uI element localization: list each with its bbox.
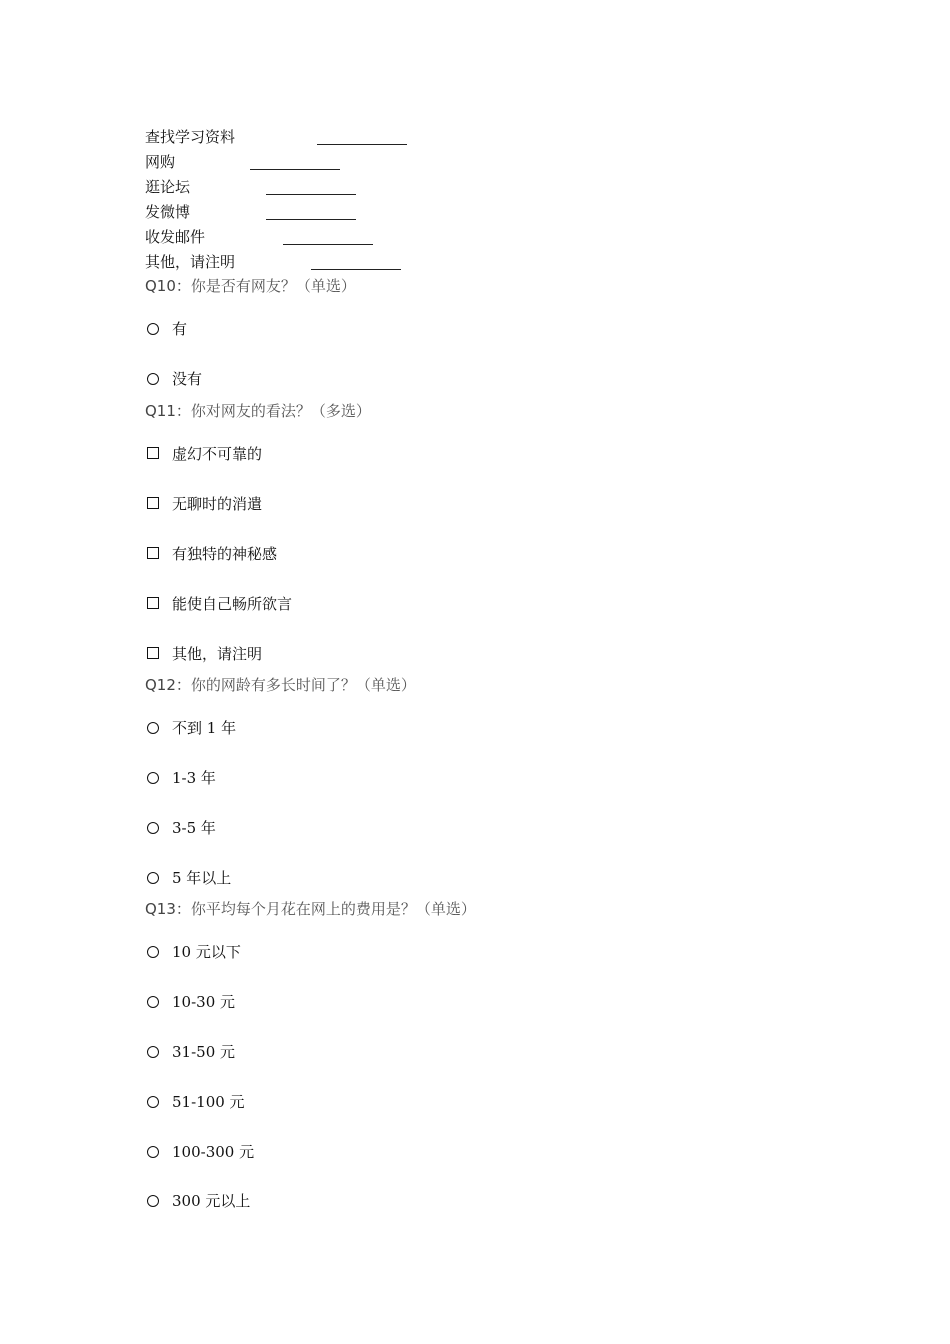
checkbox-icon[interactable] [147, 547, 159, 559]
option-label: 其他，请注明 [172, 645, 263, 663]
ranking-blank-line[interactable] [317, 144, 407, 145]
option-label: 300 元以上 [172, 1192, 251, 1210]
ranking-item [145, 125, 235, 149]
option-label: 51-100 元 [172, 1093, 245, 1111]
question-title-q12 [145, 673, 416, 697]
ranking-item [145, 250, 235, 274]
option-label: 有独特的神秘感 [172, 545, 278, 563]
question-text: 你是否有网友？（单选） [190, 277, 356, 295]
ranking-blank-line[interactable] [266, 194, 356, 195]
question-number: Q13： [145, 900, 191, 918]
radio-button-icon[interactable] [147, 722, 159, 734]
question-text: 你对网友的看法？（多选） [190, 402, 371, 420]
question-text: 你的网龄有多长时间了？（单选） [190, 676, 416, 694]
option-label: 1-3 年 [172, 769, 216, 787]
option-label: 100-300 元 [172, 1143, 255, 1161]
question-title-q10 [145, 274, 356, 298]
radio-button-icon[interactable] [147, 822, 159, 834]
ranking-blank-line[interactable] [283, 244, 373, 245]
radio-button-icon[interactable] [147, 996, 159, 1008]
ranking-item-label: 网购 [145, 153, 176, 171]
checkbox-icon[interactable] [147, 497, 159, 509]
radio-button-icon[interactable] [147, 1146, 159, 1158]
radio-button-icon[interactable] [147, 1046, 159, 1058]
checkbox-icon[interactable] [147, 597, 159, 609]
ranking-item-label: 逛论坛 [145, 178, 191, 196]
option-label: 3-5 年 [172, 819, 216, 837]
option-label: 5 年以上 [172, 869, 232, 887]
question-title-q11 [145, 399, 371, 423]
ranking-blank-line[interactable] [311, 269, 401, 270]
checkbox-icon[interactable] [147, 647, 159, 659]
ranking-item-label: 其他，请注明 [145, 253, 236, 271]
option-label: 虚幻不可靠的 [172, 445, 263, 463]
radio-button-icon[interactable] [147, 946, 159, 958]
radio-button-icon[interactable] [147, 323, 159, 335]
question-number: Q12： [145, 676, 191, 694]
ranking-item-label: 发微博 [145, 203, 191, 221]
option-label: 10 元以下 [172, 943, 241, 961]
ranking-item [145, 200, 190, 224]
radio-button-icon[interactable] [147, 872, 159, 884]
ranking-item [145, 225, 205, 249]
question-number: Q11： [145, 402, 191, 420]
radio-button-icon[interactable] [147, 373, 159, 385]
option-label: 有 [172, 320, 188, 338]
question-title-q13 [145, 897, 476, 921]
option-label: 无聊时的消遣 [172, 495, 263, 513]
option-label: 10-30 元 [172, 993, 236, 1011]
radio-button-icon[interactable] [147, 1096, 159, 1108]
option-label: 31-50 元 [172, 1043, 236, 1061]
option-label: 不到 1 年 [172, 719, 237, 737]
radio-button-icon[interactable] [147, 772, 159, 784]
radio-button-icon[interactable] [147, 1195, 159, 1207]
ranking-item [145, 175, 190, 199]
option-label: 能使自己畅所欲言 [172, 595, 293, 613]
ranking-item-label: 查找学习资料 [145, 128, 236, 146]
question-number: Q10： [145, 277, 191, 295]
ranking-blank-line[interactable] [266, 219, 356, 220]
ranking-item [145, 150, 175, 174]
option-label: 没有 [172, 370, 203, 388]
ranking-item-label: 收发邮件 [145, 228, 206, 246]
question-text: 你平均每个月花在网上的费用是？（单选） [190, 900, 476, 918]
checkbox-icon[interactable] [147, 447, 159, 459]
ranking-blank-line[interactable] [250, 169, 340, 170]
